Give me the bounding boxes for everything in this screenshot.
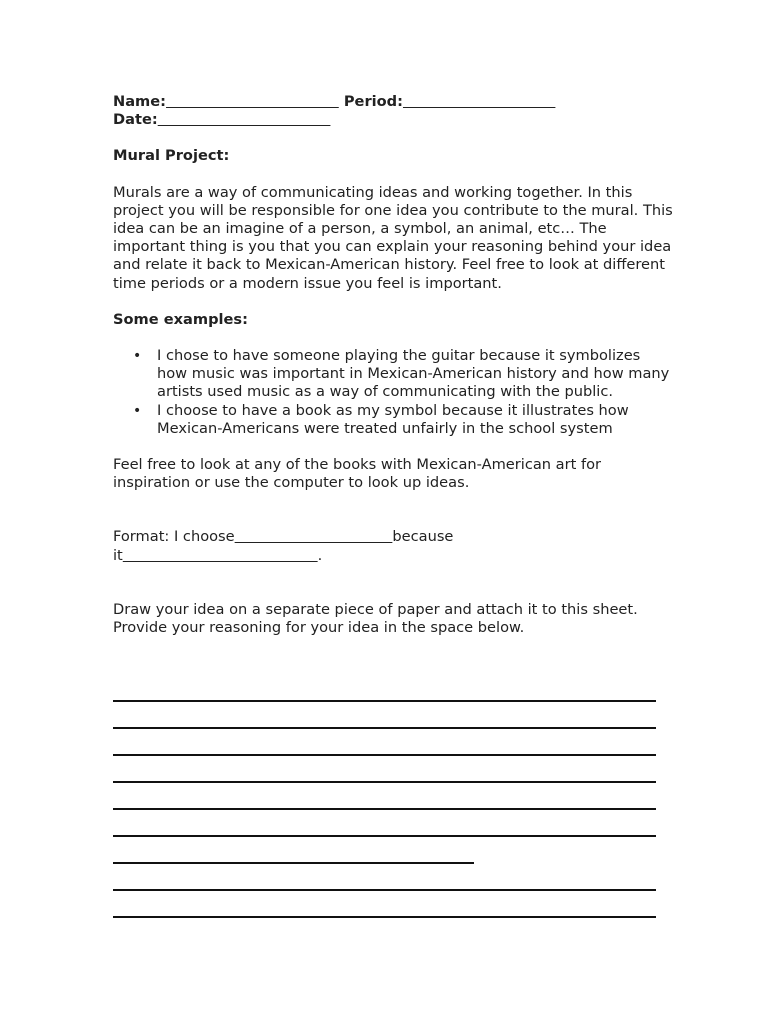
name-field[interactable] [166,93,339,110]
format-blank-choice[interactable] [235,528,393,545]
answer-line[interactable] [113,700,656,702]
format-line-2 [113,547,673,565]
examples-heading: Some examples: [113,310,248,328]
period-label: Period: [343,93,403,110]
answer-line[interactable] [113,835,656,837]
name-period-row [113,93,673,111]
period-field[interactable] [403,93,555,110]
format-blank-reason[interactable] [123,547,318,564]
bullet-icon: • [133,348,142,365]
example-text: I chose to have someone playing the guitar because it symbolizes how music was important in Mexican-American history and how many artists used music as a way of communicating with the public. [157,347,670,401]
bullet-icon: • [133,402,142,419]
name-label: Name: [113,93,167,110]
format-line2-prefix: it [113,546,123,564]
section-title: Mural Project: [113,147,230,165]
answer-line[interactable] [113,781,656,783]
answer-line[interactable] [113,808,656,810]
worksheet-content [113,93,673,637]
instructions-line-1: Draw your idea on a separate piece of paper and attach it to this sheet. [113,600,638,618]
date-field[interactable] [158,111,331,128]
format-line [113,528,673,546]
date-row [113,111,673,129]
example-text: I choose to have a book as my symbol because it illustrates how Mexican-Americans were treated unfairly in the school system [157,401,629,437]
list-item [133,401,673,438]
answer-line[interactable] [113,754,656,756]
intro-paragraph: Murals are a way of communicating ideas and working together. In this project you will be responsible for one idea you contribute to the mural. This idea can be an imagine of a person, a symbol, an animal, etc… The important thing is you that you can explain your reasoning behind your idea and relate it back to Mexican-American history. Feel free to look at different time periods or a modern issue you feel is important. [113,183,673,292]
instructions-line-2: Provide your reasoning for your idea in the space below. [113,619,525,637]
answer-line[interactable] [113,727,656,729]
inspiration-paragraph: Feel free to look at any of the books with Mexican-American art for inspiration or use the computer to look up ideas. [113,456,602,492]
answer-line[interactable] [113,862,474,864]
examples-list [113,347,673,438]
format-suffix: . [317,546,323,564]
date-label: Date: [113,111,158,129]
list-item [133,347,673,402]
answer-lines [113,700,656,918]
answer-line[interactable] [113,916,656,918]
answer-line[interactable] [113,889,656,891]
format-middle: because [392,528,454,546]
format-prefix: Format: I choose [113,528,235,546]
